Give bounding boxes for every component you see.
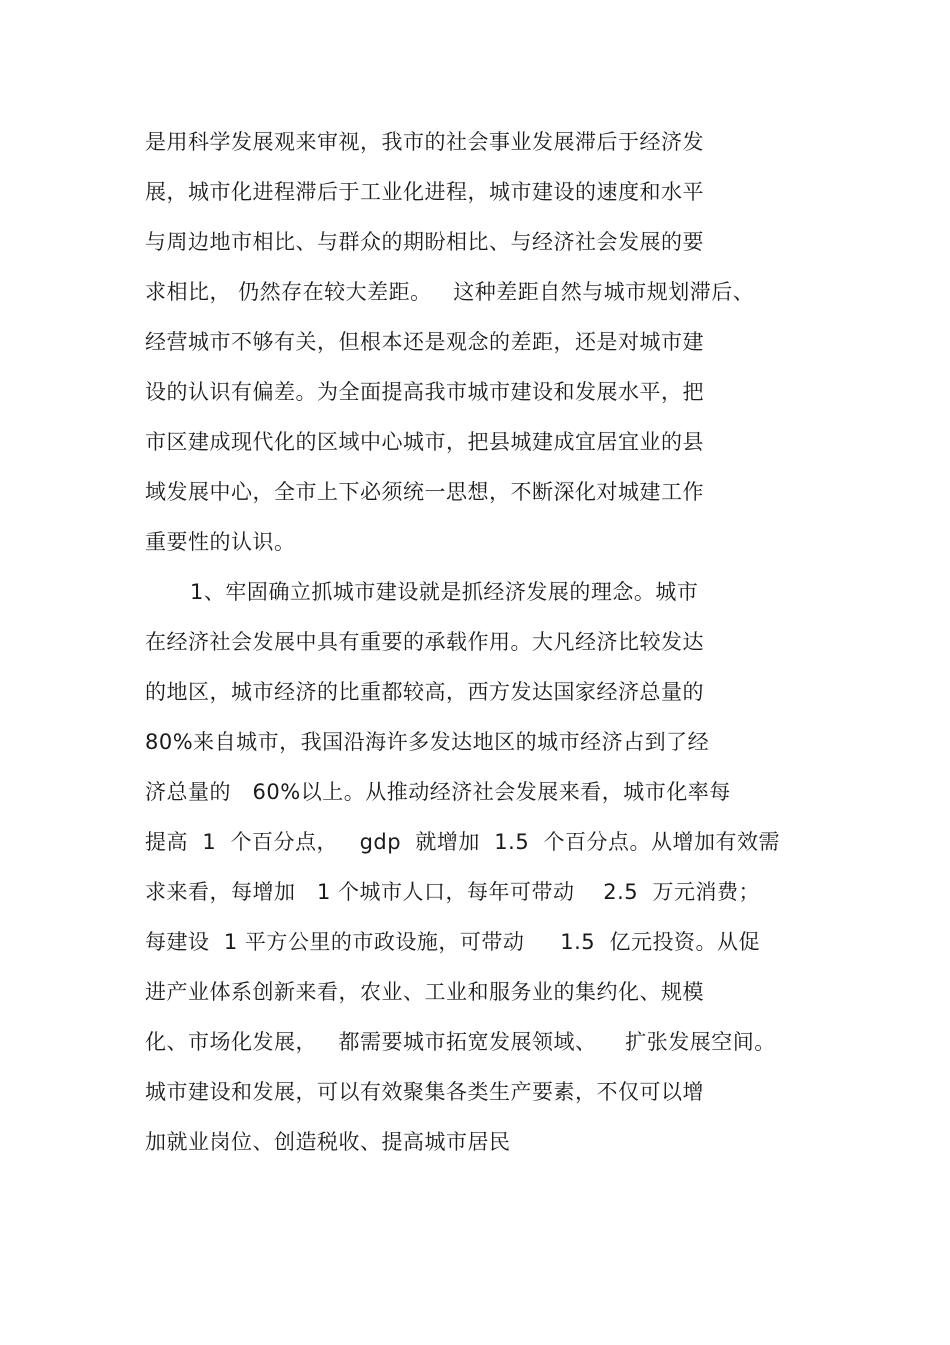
text-line: 每建设 1 平方公里的市政设施，可带动 1.5 亿元投资。从促	[145, 930, 761, 954]
text-line: 城市建设和发展，可以有效聚集各类生产要素，不仅可以增	[145, 1080, 704, 1104]
text-line: 重要性的认识。	[145, 530, 296, 554]
text-line: 域发展中心，全市上下必须统一思想，不断深化对城建工作	[145, 480, 704, 504]
text-line: 进产业体系创新来看，农业、工业和服务业的集约化、规模	[145, 980, 704, 1004]
text-line: 求来看，每增加 1 个城市人口，每年可带动 2.5 万元消费；	[145, 880, 761, 904]
text-line: 与周边地市相比、与群众的期盼相比、与经济社会发展的要	[145, 230, 704, 254]
text-line: 设的认识有偏差。为全面提高我市城市建设和发展水平，把	[145, 380, 704, 404]
text-line: 求相比， 仍然存在较大差距。 这种差距自然与城市规划滞后、	[145, 280, 755, 304]
text-line: 化、市场化发展， 都需要城市拓宽发展领域、 扩张发展空间。	[145, 1030, 776, 1054]
text-line: 在经济社会发展中具有重要的承载作用。大凡经济比较发达	[145, 630, 704, 654]
paragraph-first-line: 1、牢固确立抓城市建设就是抓经济发展的理念。城市	[190, 580, 699, 604]
text-line: 市区建成现代化的区域中心城市，把县城建成宜居宜业的县	[145, 430, 704, 454]
text-line: 济总量的 60%以上。从推动经济社会发展来看，城市化率每	[145, 780, 731, 804]
text-line: 提高 1 个百分点， gdp 就增加 1.5 个百分点。从增加有效需	[145, 830, 781, 854]
text-line: 的地区，城市经济的比重都较高，西方发达国家经济总量的	[145, 680, 704, 704]
text-line: 是用科学发展观来审视，我市的社会事业发展滞后于经济发	[145, 130, 704, 154]
text-line: 展，城市化进程滞后于工业化进程，城市建设的速度和水平	[145, 180, 704, 204]
text-line: 加就业岗位、创造税收、提高城市居民	[145, 1130, 511, 1154]
text-line: 80%来自城市，我国沿海许多发达地区的城市经济占到了经	[145, 730, 710, 754]
text-line: 经营城市不够有关，但根本还是观念的差距，还是对城市建	[145, 330, 704, 354]
